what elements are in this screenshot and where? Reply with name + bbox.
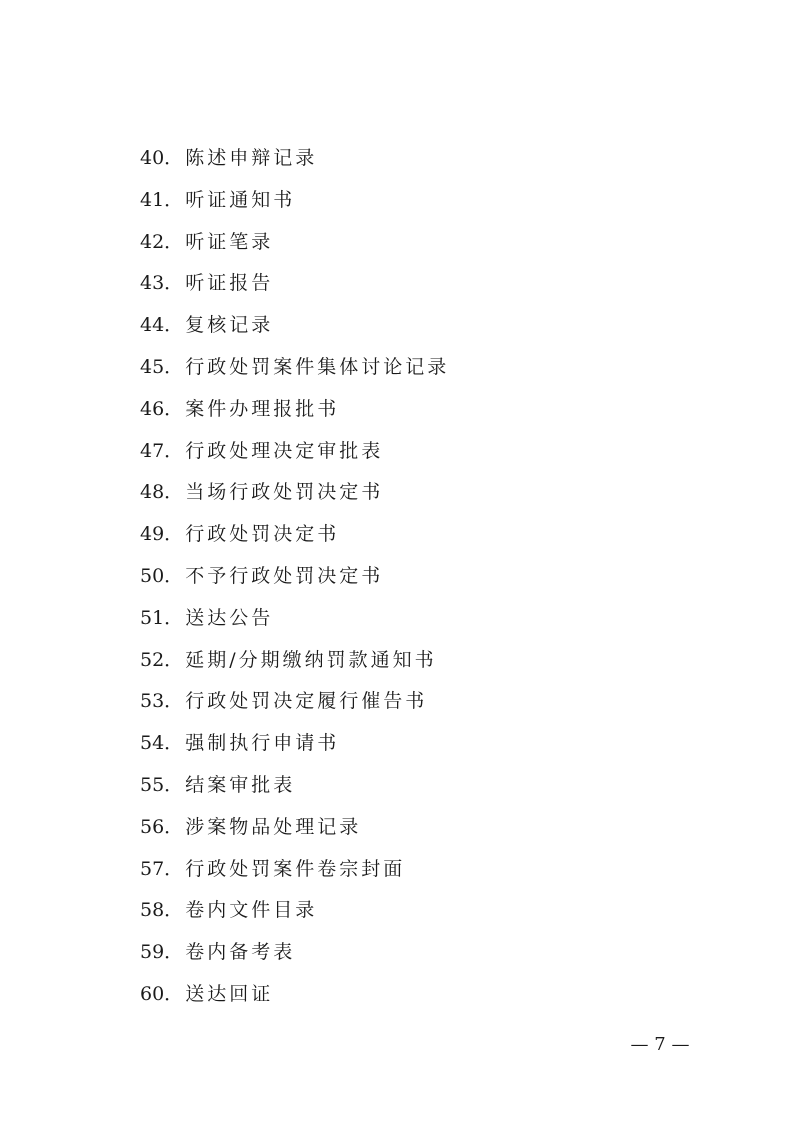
item-title: 陈述申辩记录: [185, 147, 318, 169]
list-item: [140, 389, 449, 431]
item-title: 行政处罚案件集体讨论记录: [185, 355, 450, 378]
item-title: 复核记录: [185, 314, 274, 337]
list-item: [140, 305, 449, 347]
item-number: 41．: [140, 188, 184, 211]
item-number: 53．: [140, 690, 184, 713]
item-title: 卷内备考表: [185, 941, 296, 964]
list-item: [140, 598, 449, 640]
list-item: [140, 974, 449, 1016]
item-title: 行政处罚决定书: [185, 523, 340, 546]
list-item: [140, 514, 449, 556]
list-item: [140, 681, 449, 723]
item-number: 51．: [140, 606, 184, 629]
item-title: 强制执行申请书: [185, 732, 340, 755]
item-number: 47．: [140, 439, 184, 462]
item-title: 卷内文件目录: [185, 899, 318, 922]
list-item: [140, 723, 449, 765]
list-item: [140, 807, 449, 849]
item-title: 送达公告: [185, 606, 274, 629]
item-number: 58．: [140, 899, 184, 922]
item-number: 48．: [140, 481, 184, 504]
item-title: 涉案物品处理记录: [185, 815, 362, 838]
item-number: 42．: [140, 230, 184, 253]
item-title: 送达回证: [185, 982, 274, 1005]
item-title: 不予行政处罚决定书: [185, 564, 384, 587]
document-list: [140, 138, 449, 1016]
item-number: 56．: [140, 815, 184, 838]
item-number: 54．: [140, 732, 184, 755]
item-title: 行政处罚案件卷宗封面: [185, 857, 406, 880]
item-number: 44．: [140, 314, 184, 337]
list-item: [140, 556, 449, 598]
item-title: 行政处罚决定履行催告书: [185, 690, 428, 713]
item-number: 40．: [140, 147, 184, 169]
list-item: [140, 263, 449, 305]
item-number: 52．: [140, 648, 184, 671]
item-number: 45．: [140, 355, 184, 378]
list-item: [140, 472, 449, 514]
list-item: [140, 347, 449, 389]
item-title: 听证笔录: [185, 230, 274, 253]
item-title: 当场行政处罚决定书: [185, 481, 384, 504]
item-number: 46．: [140, 397, 184, 420]
list-item: [140, 180, 449, 222]
item-title: 结案审批表: [185, 773, 296, 796]
item-title: 听证报告: [185, 272, 274, 295]
item-title: 听证通知书: [185, 188, 296, 211]
item-number: 50．: [140, 564, 184, 587]
list-item: [140, 932, 449, 974]
list-item: [140, 640, 449, 682]
list-item: [140, 431, 449, 473]
item-number: 43．: [140, 272, 184, 295]
page-number: — 7 —: [630, 1034, 690, 1055]
list-item: [140, 222, 449, 264]
item-title: 延期/分期缴纳罚款通知书: [185, 648, 437, 671]
item-title: 行政处理决定审批表: [185, 439, 384, 462]
item-number: 60．: [140, 982, 184, 1005]
list-item: [140, 765, 449, 807]
list-item: [140, 890, 449, 932]
list-item: [140, 849, 449, 891]
item-number: 55．: [140, 773, 184, 796]
list-item: [140, 138, 449, 180]
item-number: 49．: [140, 523, 184, 546]
item-number: 57．: [140, 857, 184, 880]
item-number: 59．: [140, 941, 184, 964]
item-title: 案件办理报批书: [185, 397, 340, 420]
